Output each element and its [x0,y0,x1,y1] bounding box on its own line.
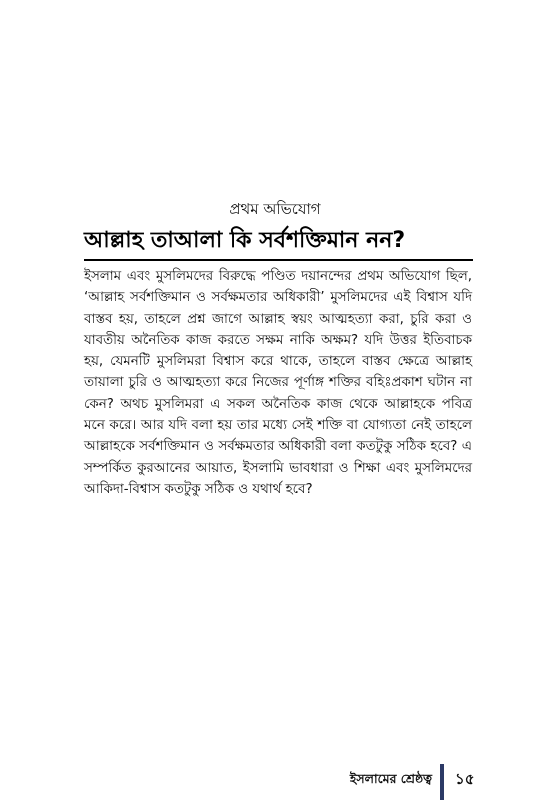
footer-book-title: ইসলামের শ্রেষ্ঠত্ব [349,771,432,786]
chapter-label: প্রথম অভিযোগ [229,200,321,218]
footer-divider-bar [440,764,444,800]
page-heading: আল্লাহ তাআলা কি সর্বশক্তিমান নন? [84,228,406,253]
body-paragraph: ইসলাম এবং মুসলিমদের বিরুদ্ধে পণ্ডিত দয়ানন্দের প্রথম অভিযোগ ছিল, ‘আল্লাহ সর্বশক্তিমান ও সর্বক্ষমতার অধিকারী’ মুসলিমদের এই বিশ্বাস যদি বাস্তব হয়, তাহলে প্রশ্ন জাগে আল্লাহ স্বয়ং আত্মহত্যা করা, চুরি করা ও যাবতীয় অনৈতিক কাজ করতে সক্ষম নাকি অক্ষম? যদি উত্তর ইতিবাচক হয়, যেমনটি মুসলিমরা বিশ্বাস করে থাকে, তাহলে বাস্তব ক্ষেত্রে আল্লাহ তায়ালা চুরি ও আত্মহত্যা করে নিজের পূর্ণাঙ্গ শক্তির বহিঃপ্রকাশ ঘটান না কেন? অথচ মুসলিমরা এ সকল অনৈতিক কাজ থেকে আল্লাহকে পবিত্র মনে করে। আর যদি বলা হয় তার মধ্যে সেই শক্তি বা যোগ্যতা নেই তাহলে আল্লাহকে সর্বশক্তিমান ও সর্বক্ষমতার অধিকারী বলা কতটুকু সঠিক হবে? এ সম্পর্কিত কুরআনের আয়াত, ইসলামি ভাবধারা ও শিক্ষা এবং মুসলিমদের আকিদা-বিশ্বাস কতটুকু সঠিক ও যথার্থ হবে? [84,269,472,497]
page-number: ১৫ [455,770,475,788]
heading-underline [84,259,473,261]
body-text [84,266,472,500]
